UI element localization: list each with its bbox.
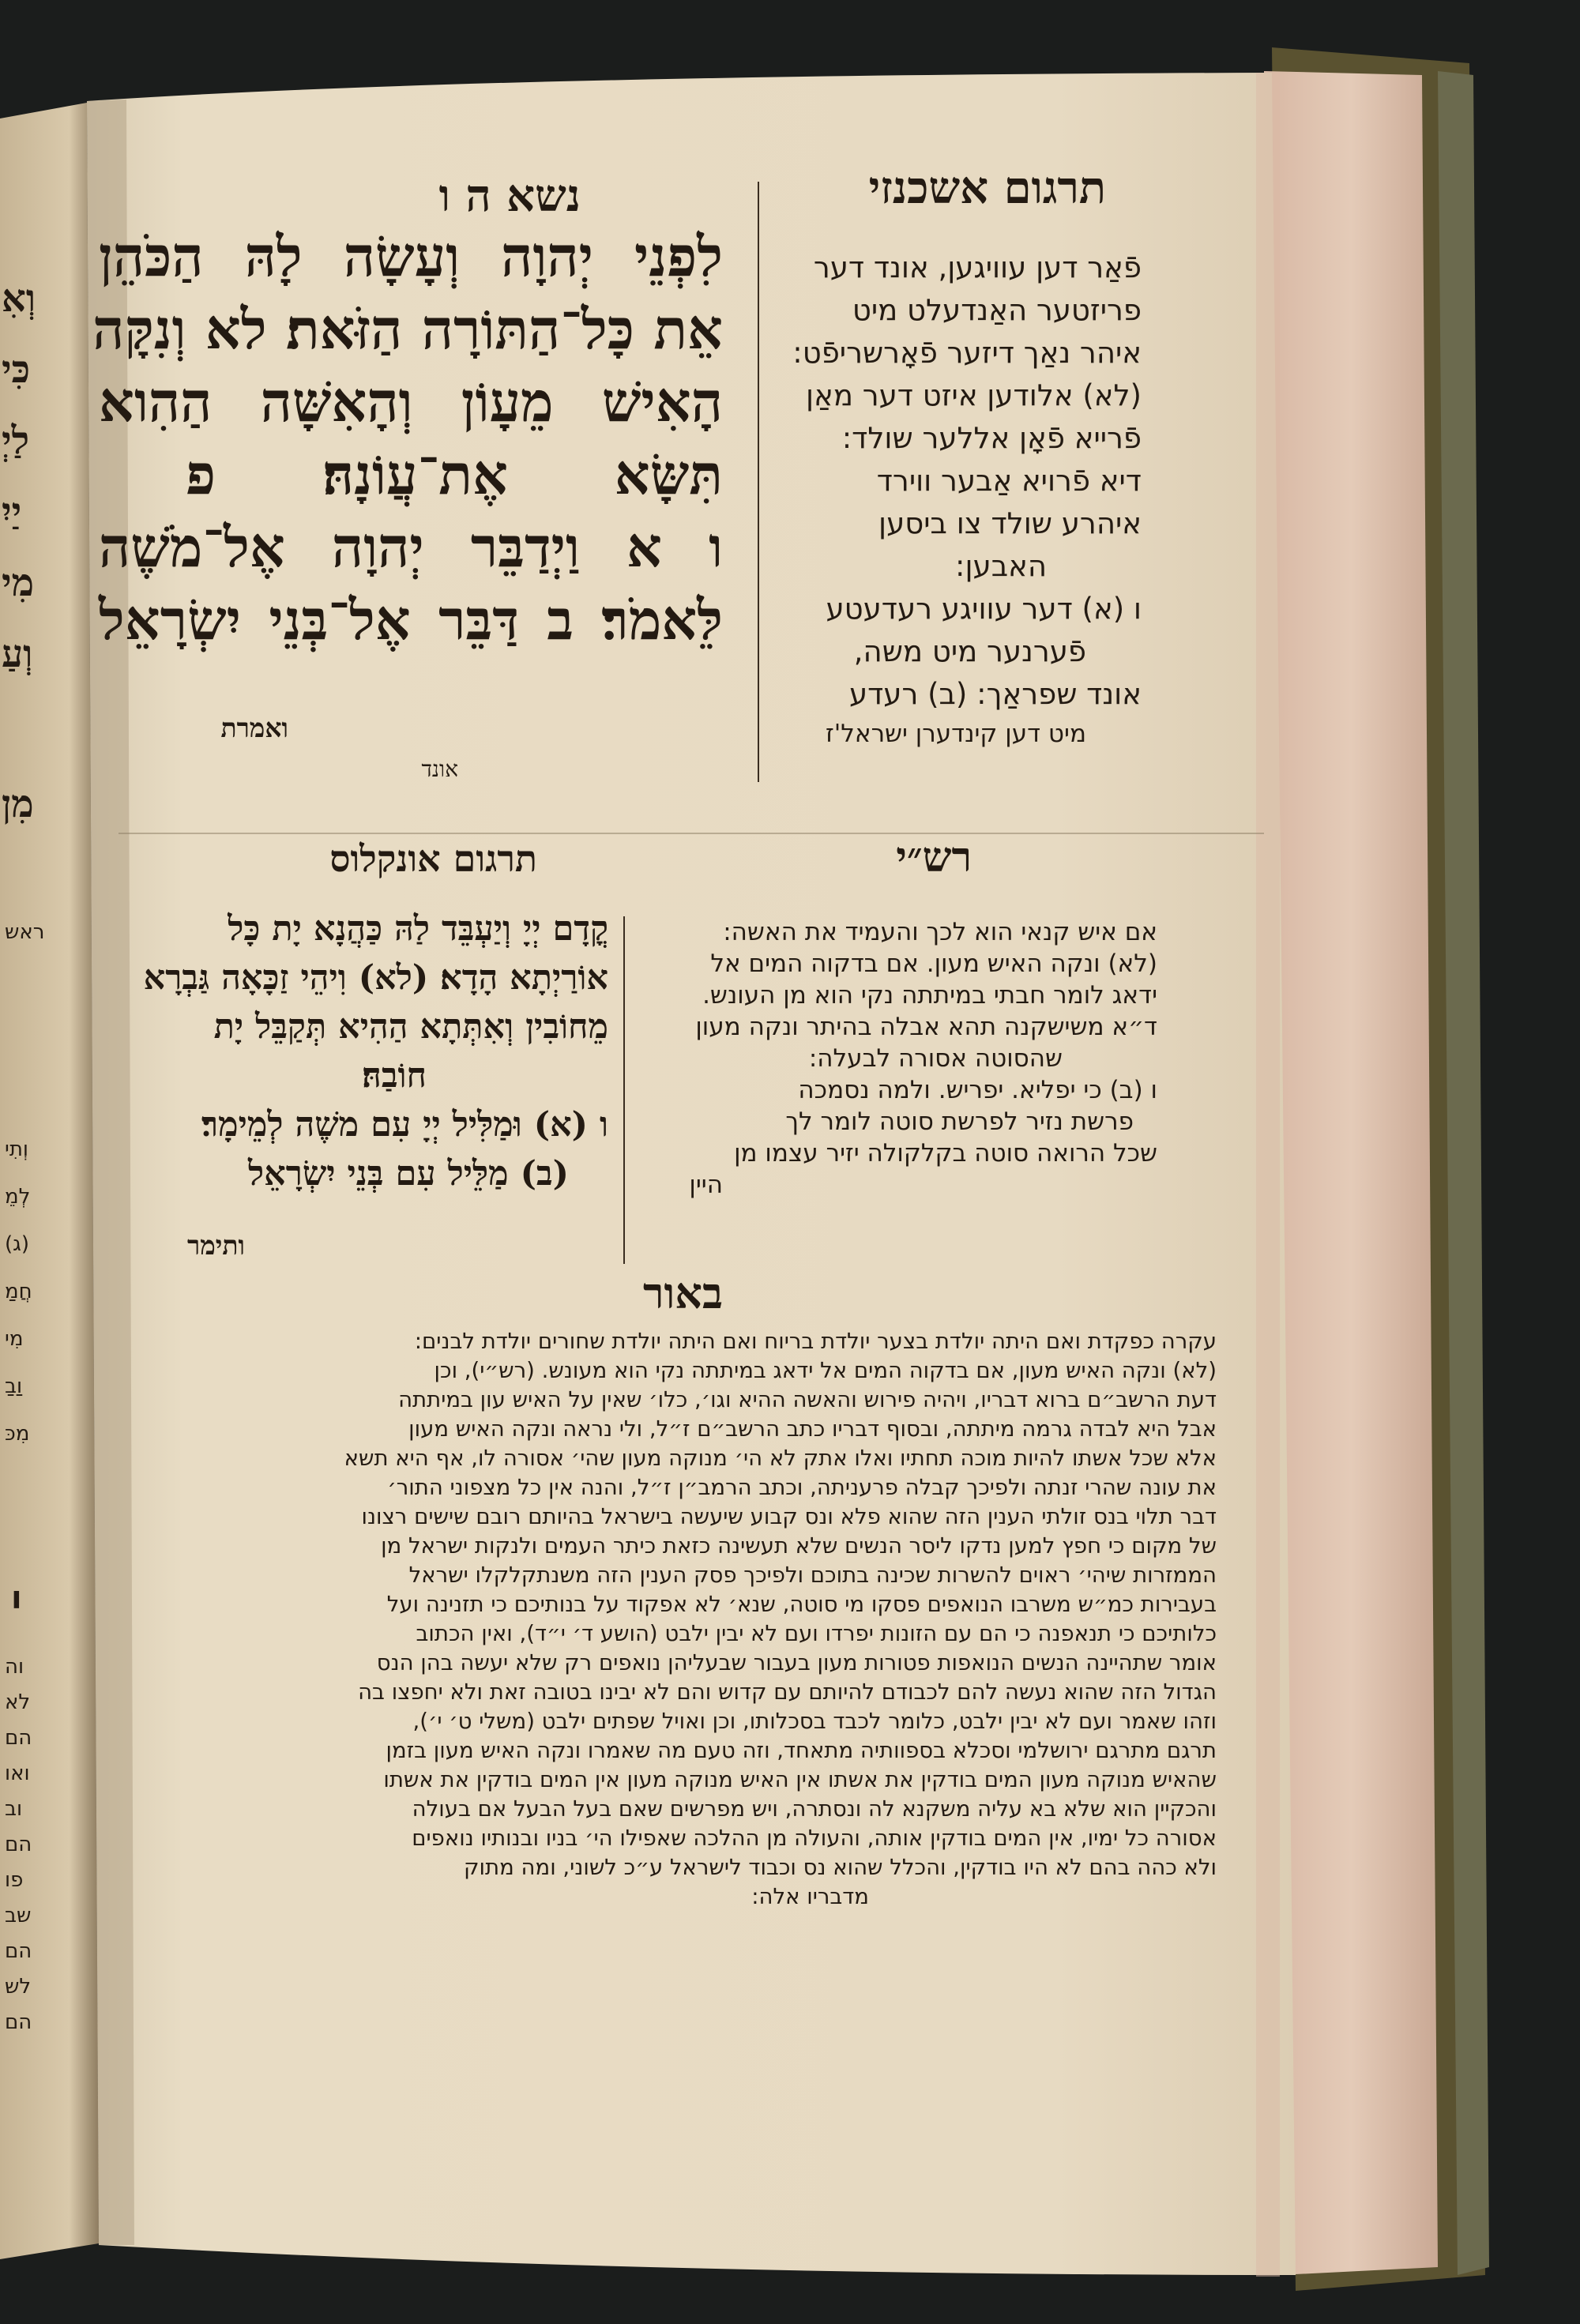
header-left-title: נשא ה ו — [438, 170, 581, 222]
rashi-line: פרשת נזיר לפרשת סוטה לומר לך — [785, 1107, 1134, 1136]
yiddish-line: פֿרייא פֿאָן אללער שולד: — [841, 421, 1142, 455]
left-page-fragment-small: ו — [11, 1580, 22, 1616]
left-page-fragment-small: מִכּ — [5, 1422, 30, 1446]
biur-line: וזהו שאמר ועם לא יבין ילבט, כלומר לכבד בסכלותו, וכן ואויל שפתים ילבט (משלי ט׳ י׳), — [412, 1709, 1217, 1734]
scripture-line: תִּשָּׂא אֶת־עֲוֹנָהּ׃ פ — [186, 442, 723, 507]
rashi-block — [636, 920, 1157, 1205]
rashi-line: ו (ב) כי יפליא. יפריש. ולמה נסמכה — [798, 1076, 1157, 1104]
scripture-block — [92, 224, 723, 665]
rashi-line: (לא) ונקה האיש מעון. אם בדקוה המים אל — [710, 950, 1157, 978]
yiddish-line: מיט דען קינדערן ישראל'ז — [825, 720, 1086, 748]
rashi-line: ידאג לומר חבתי במיתתה נקי הוא מן העונש. — [702, 981, 1157, 1010]
yiddish-line: האבען: — [954, 549, 1047, 583]
onkelos-catchword: ותימר — [187, 1230, 245, 1261]
scripture-line: הָאִישׁ מֵעָוֹן וְהָאִשָּׁה הַהִוא — [99, 369, 723, 434]
left-page-fragment-small: וה — [5, 1655, 24, 1679]
yiddish-catchword: אונד — [421, 756, 458, 782]
biur-line: הגדול הזה שהוא נעשה להם לכבודם להיותם עם קדוש והם לא יבינו בטובה זאת ולא יחפצו בה — [358, 1679, 1217, 1705]
onkelos-title: תרגום אונקלוס — [329, 837, 537, 880]
biur-line: כלותיכם כי תנאפנה כי הם עם הזונות יפרדו ועם לא יבין ילבט (הושע ד׳ י״ד), ואין הכתוב — [416, 1621, 1217, 1646]
yiddish-line: איהרע שולד צו ביסען — [878, 506, 1142, 540]
biur-line: אומר שתהיינה הנשים הנואפות פטורות מעון בעבור שבעליהן נואפים רק שלא יעשה בהן הנס — [376, 1650, 1217, 1675]
rashi-line: ד״א משישקנה תהא אבלה בהיתר ונקה מעון — [695, 1013, 1157, 1041]
left-page-fragment-small: חֲמַ — [5, 1280, 32, 1303]
biur-line: אבל היא לבדה גרמה מיתתה, ובסוף דבריו כתב הרשב״ם ז״ל, ולי נראה ונקה האיש מעון — [408, 1416, 1217, 1442]
left-page-fragment: כִּי — [2, 348, 31, 392]
onkelos-block — [95, 909, 608, 1206]
rashi-line: שהסוטה אסורה לבעלה: — [808, 1044, 1063, 1073]
left-page-fragment-small: הם — [5, 1939, 32, 1963]
biur-line: מדבריו אלה: — [751, 1884, 869, 1909]
biur-line: הממזרות שיהי׳ ראוים להשרות שכינה בתוכם ולפיכך פסק הענין הזה משנתקלקלו ישראל — [408, 1562, 1217, 1588]
yiddish-line: (לא) אלודען איזט דער מאַן — [806, 378, 1142, 412]
onkelos-line: ו (א) וּמַלִּיל יְיָ עִם משֶׁה לְמֵימָר׃ — [201, 1105, 608, 1145]
left-page-fragment-small: הם — [5, 1833, 32, 1856]
left-page-fragment-small: פו — [5, 1868, 24, 1892]
biur-line: את עונה שהרי זנתה ולפיכך קבלה פרעניתה, וכתב הרמב״ן ז״ל, והנה אין כל מצפוני התור׳ — [387, 1475, 1217, 1500]
left-page-fragment-small: שב — [5, 1904, 32, 1927]
left-page-fragment-small: (ג) — [5, 1232, 30, 1256]
left-page-fragment: יַיִ — [2, 490, 22, 534]
left-page-fragment: וְאִ — [2, 276, 36, 321]
yiddish-line: אונד שפראַך: (ב) רעדע — [848, 677, 1142, 711]
scripture-line: לֵּאמֹר׃ ב דַּבֵּר אֶל־בְּנֵי יִשְׂרָאֵל — [99, 587, 723, 652]
biur-line: דעת הרשב״ם ברוא דבריו, ויהיה פירוש והאשה ההיא וגו׳, כלו׳ שאין על האיש עון במיתתה — [398, 1387, 1217, 1412]
left-page-fragment-small: מִי — [5, 1327, 24, 1351]
left-page-fragment: מִי — [2, 561, 35, 605]
biur-line: והכקיין הוא שלא בא עליה משקנא לה ונסתרה, ויש מפרשים שאם בעל הבעל אם בעולה — [412, 1796, 1217, 1822]
yiddish-line: איהר נאַך דיזער פֿאָרשריפֿט: — [792, 336, 1142, 370]
left-page-fragment-small: וב — [5, 1797, 23, 1821]
biur-line: בעבירות כמ״ש משרבו הנואפים פסקו מי סוטה, שנא׳ לא אפקוד על בנותיכם כי תזנינה ועל — [386, 1592, 1217, 1617]
biur-line: ולא כהה בהם לא היו בודקין, והכלל שהוא נס וכבוד לישראל ע״כ לשוני, ומה מתוק — [464, 1855, 1217, 1880]
onkelos-line: קֳדָם יְיָ וְיַעְבֵּד לַהּ כַּהֲנָא יָת כָּל — [228, 909, 608, 949]
biur-line: תרגם מתרגם ירושלמי וסכלא בספוותיה מתאחד, וזה טעם מה שאמרו ונקה האיש מעון בזמן — [386, 1738, 1217, 1763]
onkelos-line: מֵחוֹבִין וְאִתְּתָא הַהִיא תְּקַבֵּל יָת — [213, 1007, 608, 1047]
header-right-title: תרגום אשכנזי — [868, 162, 1106, 214]
biur-line: של מקום כי חפץ למען נדקו ליסר הנשים שלא תעשינה כזאת כיתר העמים ולנקות ישראל מן — [381, 1533, 1217, 1559]
left-page-fragment: לַיְ — [2, 419, 30, 463]
yiddish-line: פריזטער האַנדעלט מיט — [852, 293, 1142, 327]
rashi-line: היין — [689, 1171, 723, 1199]
yiddish-line: דיא פֿרויא אַבער ווירד — [876, 464, 1142, 498]
left-page-fragment: וְעַ — [2, 632, 33, 676]
onkelos-line: אוֹרַיְתָא הָדָא׃ (לא) וִיהֵי זַכָּאָה גַּבְרָא — [143, 958, 608, 998]
left-page-fragment-small: הם — [5, 2010, 32, 2034]
left-page-fragment: מִן — [2, 782, 34, 826]
biur-line: עקרה כפקדת ואם היתה יולדת בצער יולדת בריוח ואם היתה יולדת שחורים יולדת לבנים: — [414, 1329, 1217, 1354]
left-page-fragment-small: וְתִי — [5, 1138, 28, 1161]
biur-title: באור — [642, 1268, 723, 1318]
scripture-line: אֵת כָּל־הַתּוֹרָה הַזֹּאת׃ לא וְנִקָּה — [92, 296, 723, 362]
rashi-title: רש״י — [896, 833, 972, 882]
left-page-fragment-small: הם — [5, 1726, 32, 1750]
rashi-line: אם איש קנאי הוא לכך והעמיד את האשה: — [723, 918, 1157, 946]
biur-line: אסורה כל ימיו, אין המים בודקין אותה, והעולה מן ההלכה שאפילו הי׳ בניו ובנותיו נואפים — [412, 1826, 1217, 1851]
left-page-fragment-small: ואו — [5, 1762, 30, 1785]
scripture-line: לִפְנֵי יְהוָה וְעָשָׂה לָהּ הַכֹּהֵן — [99, 224, 723, 289]
biur-line: אלא שכל אשתו להיות מוכה תחתיו ואלו אתק לא הי׳ מנוקה מעון שהי׳ אסורה לו, אף היא תשא — [344, 1446, 1217, 1471]
onkelos-line: חוֹבַהּ׃ — [362, 1056, 427, 1096]
biur-line: (לא) ונקה האיש מעון, אם בדקוה המים אל ידאג במיתתה נקי הוא מעונש. (רש״י), וכן — [434, 1358, 1217, 1383]
scripture-catchword: ואמרת — [220, 713, 288, 743]
onkelos-line: (ב) מַלֵּיל עִם בְּנֵי יִשְׂרָאֵל — [247, 1154, 569, 1194]
yiddish-line: פֿאַר דען עוויגען, אונד דער — [813, 250, 1142, 284]
biur-line: דבר תלוי בנס זולתי הענין הזה שהוא פלא ונס קבוע שיעשה בישראל בהיותם רובם שישים רצונו — [361, 1504, 1217, 1529]
yiddish-line: ו (א) דער עוויגע רעדעטע — [826, 592, 1142, 626]
rashi-line: שכל הרואה סוטה בקלקולה יזיר עצמו מן — [734, 1139, 1157, 1168]
left-page-fragment-small: ראש — [5, 920, 45, 944]
left-page-fragment-small: לְמֵ — [5, 1185, 31, 1209]
biur-line: שהאיש מנוקה מעון המים בודקין את אשתו אין האיש מנוקה מעון אין המים בודקין את אשתו — [383, 1767, 1217, 1792]
left-page-fragment-small: לא — [5, 1690, 31, 1714]
yiddish-block — [778, 250, 1142, 765]
biur-block — [134, 1331, 1217, 1916]
yiddish-line: פֿערנער מיט משה, — [853, 634, 1086, 668]
left-page-fragment-small: וַבַ — [5, 1374, 23, 1398]
scripture-line: ו א וַיְדַבֵּר יְהוָה אֶל־מֹשֶׁה — [99, 514, 723, 580]
left-page-fragment-small: לש — [5, 1975, 32, 1999]
